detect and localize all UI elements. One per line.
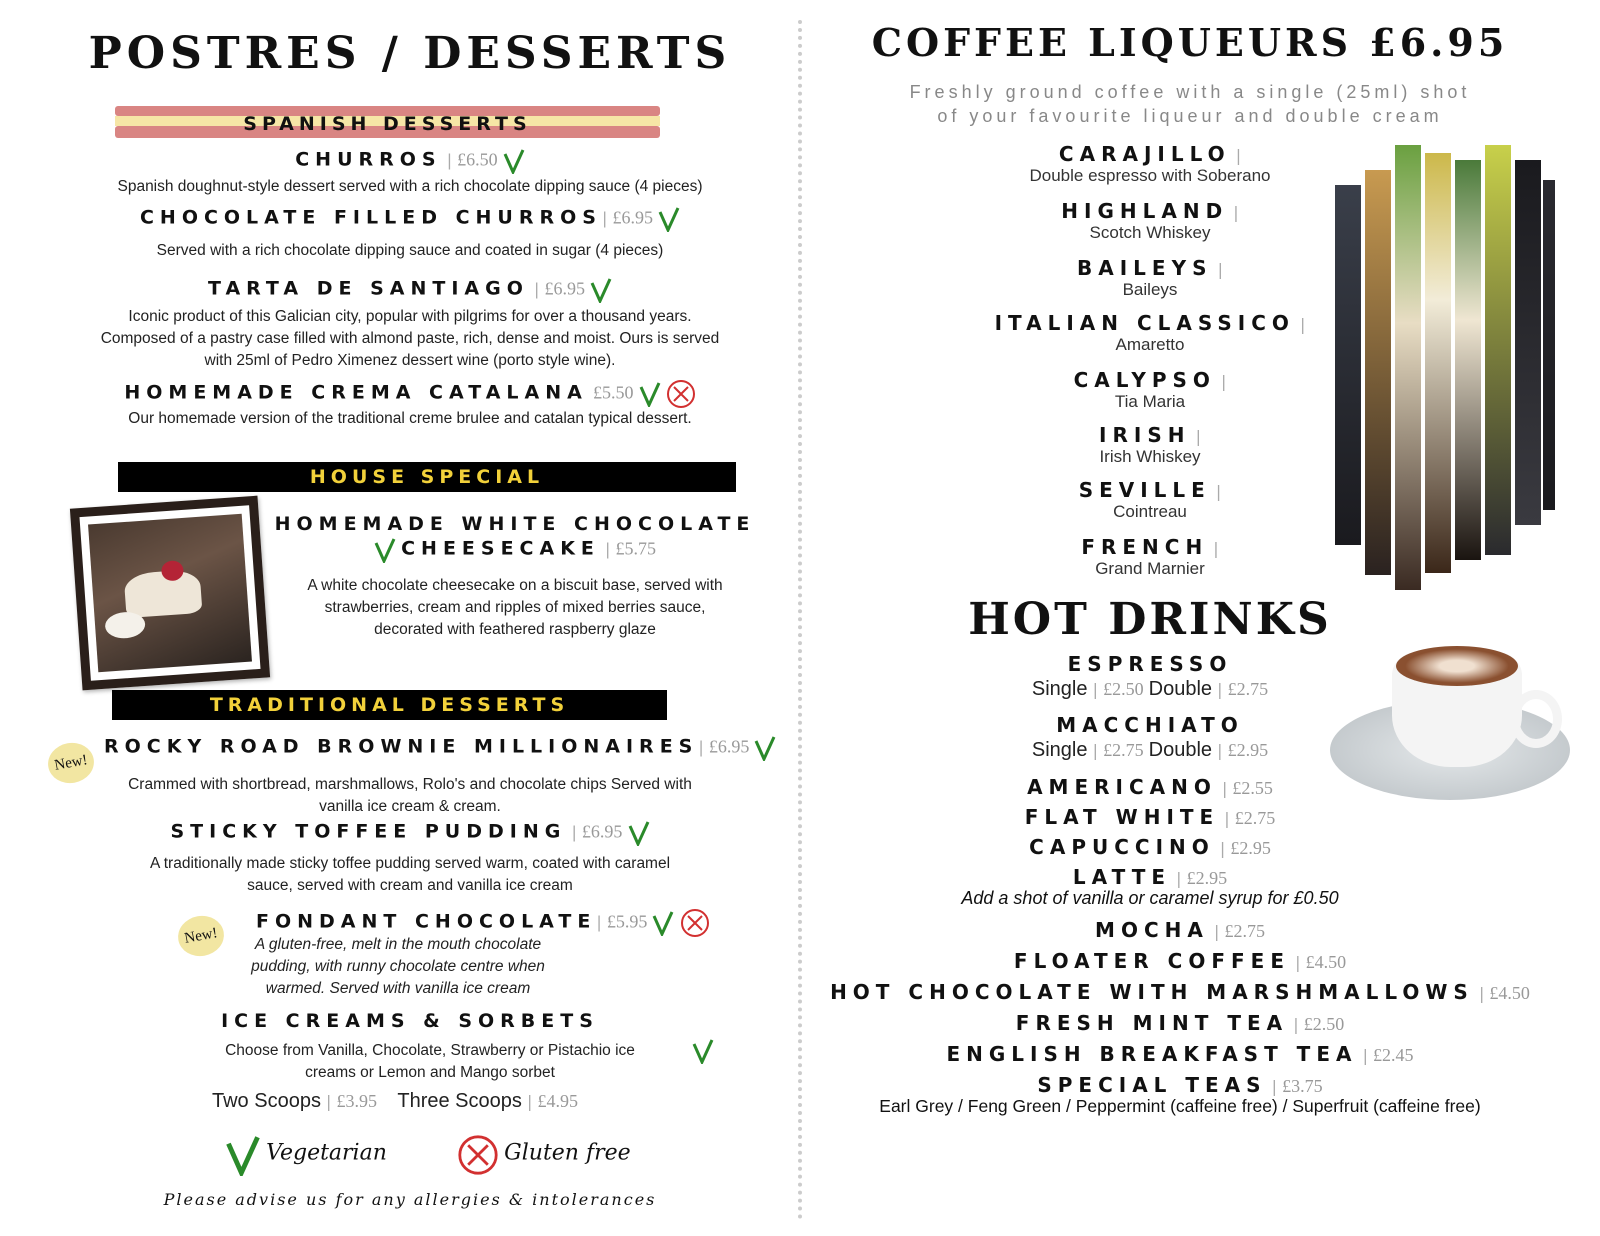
separator: | (1271, 1077, 1278, 1096)
legend (225, 1134, 631, 1176)
macchiato-single: Single (1031, 739, 1088, 761)
spanish-desserts-label: SPANISH DESSERTS (243, 113, 532, 135)
separator: | (1221, 372, 1227, 391)
fondant-price: £5.95 (606, 911, 648, 932)
separator: | (1217, 680, 1223, 699)
allergy-note: Please advise us for any allergies & intolerances (163, 1190, 657, 1209)
three-scoops-price: £4.95 (537, 1091, 578, 1111)
house-special-label: HOUSE SPECIAL (309, 466, 545, 488)
cheesecake-name: HOMEMADE WHITE CHOCOLATE (274, 513, 756, 535)
liqueur-desc: Grand Marnier (1095, 559, 1205, 578)
tarta-desc-line: with 25ml of Pedro Ximenez dessert wine (porto style wine). (204, 352, 616, 369)
vegetarian-icon (658, 206, 680, 232)
hot-drinks-list (920, 775, 1380, 895)
legend-gluten-free: Gluten free (504, 1140, 631, 1166)
separator: | (1176, 869, 1182, 888)
macchiato-double: Double (1148, 739, 1213, 761)
house-special-banner (118, 462, 736, 492)
separator: | (1092, 741, 1098, 760)
cheesecake-price: £5.75 (615, 538, 656, 559)
gluten-free-icon (680, 908, 710, 938)
crema-item (50, 379, 770, 409)
traditional-desserts-banner (112, 690, 667, 720)
rocky-road-desc-line: vanilla ice cream & cream. (319, 798, 501, 815)
liqueur-name: FRENCH (1081, 535, 1209, 559)
cheesecake-desc-line: A white chocolate cheesecake on a biscuit base, served with (307, 577, 723, 594)
separator: | (1213, 539, 1219, 558)
sticky-toffee-item (50, 820, 770, 846)
tarta-name: TARTA DE SANTIAGO (207, 277, 529, 300)
separator: | (533, 279, 540, 299)
drink-name: FRESH MINT TEA (1015, 1011, 1289, 1035)
liqueur-desc: Cointreau (1113, 502, 1187, 521)
drink-item (920, 775, 1380, 805)
separator: | (596, 912, 602, 932)
espresso-name: ESPRESSO (1067, 652, 1233, 676)
cheesecake-item (260, 513, 770, 563)
crema-desc: Our homemade version of the traditional creme brulee and catalan typical dessert. (128, 410, 692, 427)
rocky-road-item (104, 735, 804, 761)
new-badge: New! (175, 912, 227, 959)
ice-creams-desc-line: Choose from Vanilla, Chocolate, Strawberry or Pistachio ice (225, 1042, 635, 1059)
hot-drinks-list-2 (830, 918, 1530, 1104)
liqueur-name: IRISH (1099, 423, 1191, 447)
ice-creams-item (50, 1010, 770, 1032)
cheesecake-name-line2: CHEESECAKE (401, 537, 600, 560)
drink-name: FLAT WHITE (1024, 805, 1220, 829)
page-title: POSTRES / DESSERTS (88, 28, 732, 79)
liqueur-item (960, 256, 1340, 311)
fondant-desc-line: A gluten-free, melt in the mouth chocolate (254, 936, 542, 953)
drink-item (920, 835, 1380, 865)
tarta-desc-line: Iconic product of this Galician city, popular with pilgrims for over a thousand years. (128, 308, 692, 325)
churros-price: £6.50 (457, 149, 498, 170)
page-divider (798, 20, 802, 1220)
drink-name: HOT CHOCOLATE WITH MARSHMALLOWS (830, 980, 1474, 1004)
tarta-price: £6.95 (544, 278, 585, 299)
separator: | (1213, 922, 1220, 941)
liqueur-name: ITALIAN CLASSICO (994, 311, 1295, 335)
two-scoops-price: £3.95 (336, 1091, 378, 1111)
ice-creams-desc-line: creams or Lemon and Mango sorbet (305, 1064, 555, 1081)
choc-churros-desc: Served with a rich chocolate dipping sauce and coated in sugar (4 pieces) (156, 242, 664, 259)
espresso-single-price: £2.50 (1103, 679, 1144, 699)
drink-name: AMERICANO (1027, 775, 1217, 799)
legend-vegetarian: Vegetarian (266, 1140, 387, 1166)
drink-price: £4.50 (1305, 952, 1347, 972)
ice-creams-scoops (212, 1090, 578, 1113)
churros-desc: Spanish doughnut-style dessert served with a rich chocolate dipping sauce (4 pieces) (117, 178, 703, 195)
drink-price: £2.95 (1186, 868, 1228, 888)
vegetarian-icon (590, 277, 612, 303)
rocky-road-name: ROCKY ROAD BROWNIE MILLIONAIRES (104, 735, 699, 758)
espresso-double: Double (1148, 678, 1213, 700)
liqueur-desc: Tia Maria (1114, 392, 1186, 411)
syrup-note: Add a shot of vanilla or caramel syrup for £0.50 (961, 888, 1339, 908)
fondant-desc-line: warmed. Served with vanilla ice cream (265, 980, 531, 997)
vegetarian-icon (225, 1134, 261, 1176)
separator: | (1478, 984, 1485, 1003)
drink-item (830, 949, 1530, 980)
two-scoops-label: Two Scoops (212, 1090, 321, 1112)
separator: | (1195, 427, 1201, 446)
vegetarian-icon (639, 381, 661, 407)
subtitle-line: of your favourite liqueur and double cream (937, 106, 1443, 126)
drink-item (830, 918, 1530, 949)
separator: | (1224, 809, 1230, 828)
espresso-double-price: £2.75 (1227, 679, 1269, 699)
liqueur-item (960, 311, 1340, 368)
fondant-name: FONDANT CHOCOLATE (256, 910, 597, 933)
separator: | (1217, 260, 1223, 279)
rocky-road-price: £6.95 (708, 736, 750, 757)
espresso-single: Single (1031, 678, 1088, 700)
subtitle-line: Freshly ground coffee with a single (25ml) shot (909, 82, 1471, 102)
separator: | (1233, 203, 1239, 222)
separator: | (1295, 953, 1301, 972)
separator: | (1092, 680, 1098, 699)
special-teas-note: Earl Grey / Feng Green / Peppermint (caffeine free) / Superfruit (caffeine free) (879, 1096, 1481, 1116)
vegetarian-icon (628, 820, 650, 846)
gluten-free-icon (666, 379, 696, 409)
macchiato-double-price: £2.95 (1227, 740, 1269, 760)
cheesecake-desc-line: decorated with feathered raspberry glaze (374, 621, 656, 638)
fondant-desc-line: pudding, with runny chocolate centre when (251, 958, 545, 975)
separator: | (1293, 1015, 1299, 1034)
traditional-desserts-label: TRADITIONAL DESSERTS (209, 694, 570, 716)
drink-item (830, 1042, 1530, 1073)
coffee-liqueur-photo (1335, 145, 1555, 590)
choc-churros-name: CHOCOLATE FILLED CHURROS (139, 206, 602, 229)
drink-name: FLOATER COFFEE (1013, 949, 1290, 973)
drink-name: LATTE (1072, 865, 1171, 889)
choc-churros-price: £6.95 (612, 207, 653, 228)
separator: | (601, 208, 608, 228)
tarta-item (50, 277, 770, 303)
liqueur-item (960, 478, 1340, 535)
liqueur-name: CARAJILLO (1058, 142, 1231, 166)
drink-name: CAPUCCINO (1029, 835, 1215, 859)
gluten-free-icon (457, 1134, 499, 1176)
drink-price: £2.75 (1224, 921, 1265, 941)
fondant-desc (238, 934, 558, 1000)
sticky-toffee-desc-line: A traditionally made sticky toffee pudding served warm, coated with caramel (149, 855, 671, 872)
separator: | (1219, 839, 1226, 858)
separator: | (1215, 482, 1222, 501)
drink-price: £3.75 (1282, 1076, 1323, 1096)
vegetarian-icon (692, 1038, 714, 1064)
spanish-desserts-banner (115, 106, 660, 136)
separator: | (326, 1092, 332, 1111)
sticky-toffee-desc-line: sauce, served with cream and vanilla ice cream (247, 877, 573, 894)
liqueur-desc: Amaretto (1115, 335, 1185, 354)
vegetarian-icon (503, 148, 525, 174)
coffee-liqueurs-subtitle (830, 80, 1550, 128)
sticky-toffee-desc (40, 853, 780, 897)
vegetarian-icon (374, 537, 396, 563)
espresso-item (960, 652, 1340, 701)
macchiato-item (960, 713, 1340, 762)
liqueur-name: CALYPSO (1073, 368, 1216, 392)
liqueur-desc: Irish Whiskey (1099, 447, 1201, 466)
liqueur-item (960, 199, 1340, 256)
separator: | (526, 1092, 533, 1111)
liqueur-desc: Double espresso with Soberano (1029, 166, 1271, 185)
drink-item (830, 980, 1530, 1011)
rocky-road-desc-line: Crammed with shortbread, marshmallows, Rolo's and chocolate chips Served with (128, 776, 692, 793)
liqueur-list (960, 142, 1340, 592)
drink-price: £2.55 (1232, 778, 1273, 798)
liqueur-item (960, 368, 1340, 423)
hot-drinks-title: HOT DRINKS (968, 594, 1332, 645)
liqueur-desc: Scotch Whiskey (1089, 223, 1211, 242)
separator: | (1362, 1046, 1368, 1065)
new-badge: New! (45, 739, 97, 786)
liqueur-item (960, 142, 1340, 199)
ice-creams-desc (180, 1040, 680, 1084)
separator: | (605, 539, 611, 559)
separator: | (1235, 146, 1242, 165)
three-scoops-label: Three Scoops (397, 1090, 522, 1112)
coffee-liqueurs-title: COFFEE LIQUEURS £6.95 (871, 20, 1509, 65)
drink-price: £2.50 (1303, 1014, 1345, 1034)
liqueur-item (960, 423, 1340, 478)
separator: | (698, 737, 704, 757)
drink-item (920, 805, 1380, 835)
separator: | (1221, 779, 1228, 798)
separator: | (446, 150, 453, 170)
rocky-road-desc (40, 774, 780, 818)
ice-creams-name: ICE CREAMS & SORBETS (221, 1010, 599, 1032)
vegetarian-icon (652, 910, 674, 936)
liqueur-name: SEVILLE (1078, 478, 1211, 502)
drink-name: MOCHA (1095, 918, 1209, 942)
drink-price: £2.95 (1230, 838, 1271, 858)
choc-churros-item (50, 206, 770, 232)
sticky-toffee-price: £6.95 (581, 821, 623, 842)
churros-name: CHURROS (295, 148, 442, 171)
crema-price: £5.50 (592, 382, 634, 403)
cheesecake-desc (260, 575, 770, 641)
churros-item (50, 148, 770, 174)
cheesecake-desc-line: strawberries, cream and ripples of mixed berries sauce, (324, 599, 706, 616)
drink-price: £2.45 (1373, 1045, 1414, 1065)
drink-name: ENGLISH BREAKFAST TEA (946, 1042, 1358, 1066)
macchiato-name: MACCHIATO (1056, 713, 1244, 737)
cheesecake-photo (70, 496, 270, 691)
drink-price: £4.50 (1489, 983, 1530, 1003)
liqueur-desc: Baileys (1122, 280, 1178, 299)
sticky-toffee-name: STICKY TOFFEE PUDDING (170, 820, 567, 843)
separator: | (571, 822, 577, 842)
crema-name: HOMEMADE CREMA CATALANA (124, 381, 588, 404)
tarta-desc (40, 306, 780, 372)
macchiato-single-price: £2.75 (1103, 740, 1144, 760)
tarta-desc-line: Composed of a pastry case filled with almond paste, rich, dense and moist. Ours is served (100, 330, 720, 347)
drink-price: £2.75 (1234, 808, 1276, 828)
separator: | (1217, 741, 1223, 760)
separator: | (1300, 315, 1306, 334)
drink-name: SPECIAL TEAS (1037, 1073, 1267, 1097)
liqueur-name: HIGHLAND (1061, 199, 1229, 223)
liqueur-name: BAILEYS (1077, 256, 1213, 280)
vegetarian-icon (754, 735, 776, 761)
drink-item (830, 1011, 1530, 1042)
liqueur-item (960, 535, 1340, 592)
